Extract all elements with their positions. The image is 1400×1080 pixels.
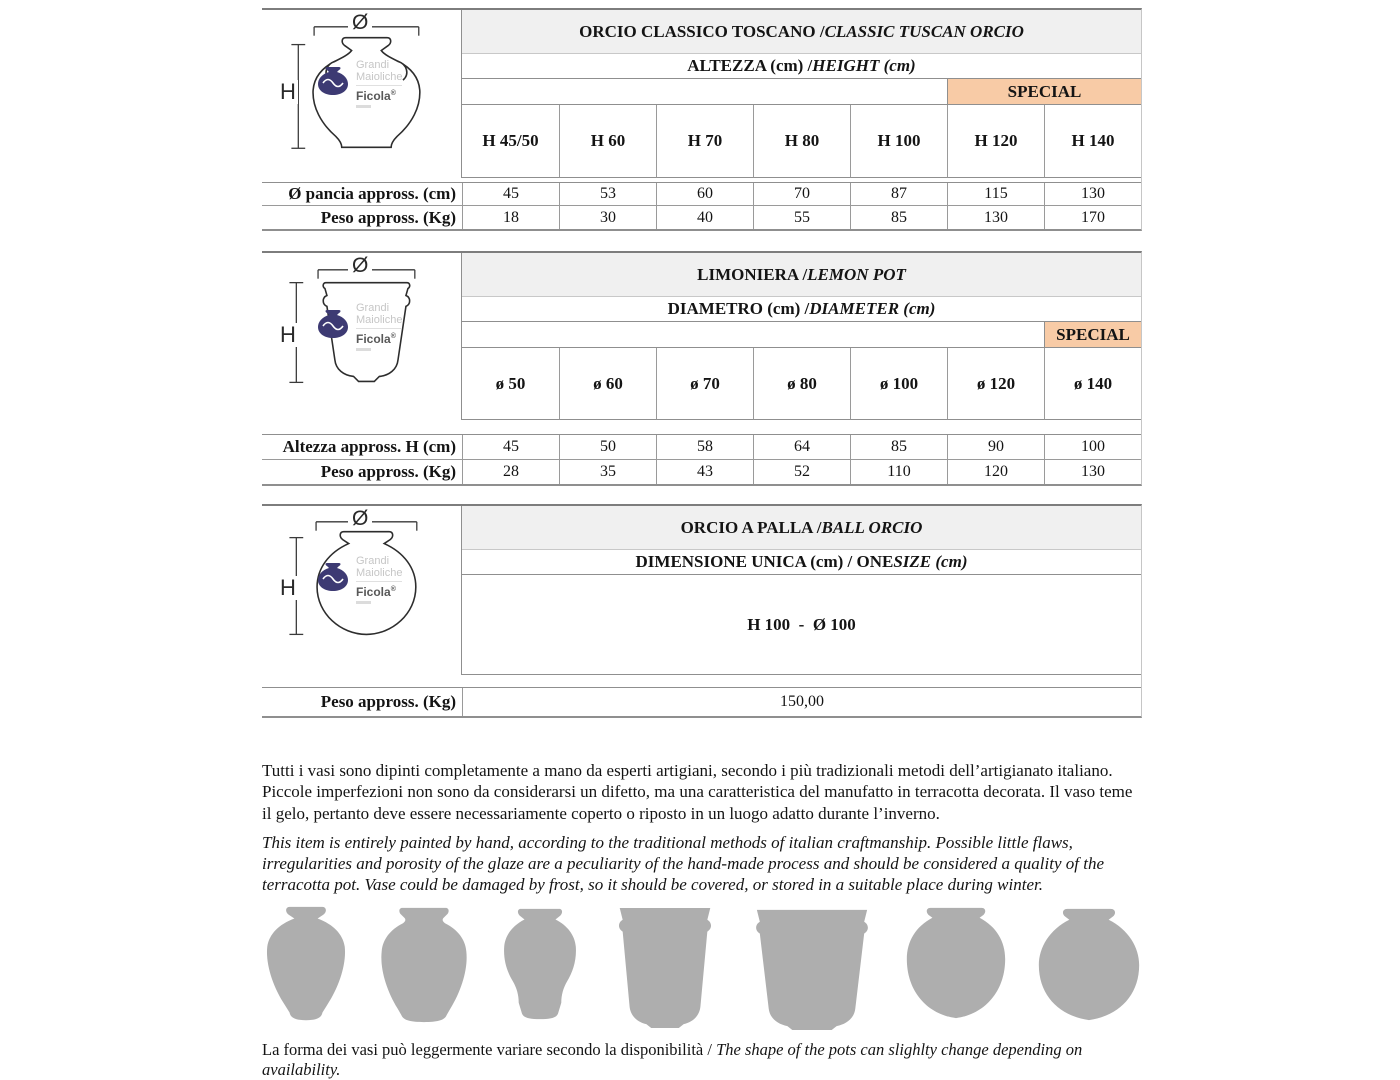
table-title: ORCIO A PALLA / BALL ORCIO	[462, 506, 1141, 550]
gmf-logo	[316, 60, 402, 108]
care-note-italian: Tutti i vasi sono dipinti completamente a mano da esperti artigiani, secondo i più tradizionali metodi dell’artigianato italiano. Piccole imperfezioni non sono da considerarsi un difetto, ma una caratteristica del manufatto in terracotta decorata. Il vaso teme il gelo, pertanto deve essere necessariamente coperto o riposto in un luogo adatto durante l’inverno.	[262, 761, 1133, 823]
value-cell: 45	[462, 435, 559, 460]
value-cell: 43	[656, 460, 753, 484]
row-label: Peso appross. (Kg)	[320, 207, 456, 227]
logo-tagline-bar	[356, 601, 371, 604]
logo-line2: Maioliche	[356, 566, 403, 579]
wide-orcio-silhouette-icon	[378, 904, 470, 1026]
slim-orcio-silhouette-icon	[498, 904, 582, 1024]
logo-line1: Grandi	[356, 555, 390, 567]
logo-tagline-bar	[356, 105, 371, 108]
column-header: ø 100	[850, 348, 947, 420]
orcio-classico-diagram	[262, 10, 462, 178]
table-title: LIMONIERA / LEMON POT	[462, 253, 1141, 297]
value-cell: 90	[947, 435, 1044, 460]
special-header: SPECIAL	[947, 79, 1141, 105]
value-cell: 85	[850, 206, 947, 229]
column-header: H 120	[947, 105, 1044, 178]
value-cell: 18	[462, 206, 559, 229]
logo-tagline-bar	[356, 348, 371, 351]
value-cell: 60	[656, 183, 753, 206]
row-label: Ø pancia appross. (cm)	[262, 183, 462, 206]
large-conical-pot-silhouette-icon	[748, 904, 876, 1032]
logo-line1: Grandi	[356, 59, 390, 71]
conical-lemon-pot-silhouette-icon	[610, 904, 720, 1030]
availability-note-english: The shape of the pots can slighlty change depending on availability.	[262, 1039, 1083, 1079]
orcio-classico-table	[262, 8, 1142, 231]
row-label: Altezza appross. H (cm)	[262, 435, 462, 460]
value-cell: 53	[559, 183, 656, 206]
height-symbol: H	[280, 79, 296, 104]
value-cell: 70	[753, 183, 850, 206]
special-header: SPECIAL	[1044, 322, 1141, 348]
table-title: ORCIO CLASSICO TOSCANO / CLASSIC TUSCAN ORCIO	[462, 10, 1141, 54]
value-cell: 170	[1044, 206, 1141, 229]
column-header: ø 60	[559, 348, 656, 420]
height-symbol: H	[280, 575, 296, 600]
table-subtitle: DIAMETRO (cm) / DIAMETER (cm)	[462, 297, 1141, 322]
limoniera-diagram	[262, 253, 462, 420]
availability-note	[262, 1040, 1142, 1080]
value-cell: 40	[656, 206, 753, 229]
value-cell: 28	[462, 460, 559, 484]
value-cell: 50	[559, 435, 656, 460]
round-jar-silhouette-icon	[904, 904, 1008, 1022]
logo-line3: Ficola®	[356, 581, 402, 599]
value-cell: 52	[753, 460, 850, 484]
table-subtitle: DIMENSIONE UNICA (cm) / ONE SIZE (cm)	[462, 550, 1141, 575]
logo-line3: Ficola®	[356, 85, 402, 103]
table-subtitle: ALTEZZA (cm) / HEIGHT (cm)	[462, 54, 1141, 79]
gmf-logo	[316, 303, 402, 351]
logo-line3: Ficola®	[356, 328, 402, 346]
orcio-palla-table	[262, 504, 1142, 718]
classic-orcio-silhouette-icon	[262, 904, 350, 1026]
height-symbol: H	[280, 322, 296, 347]
limoniera-table	[262, 251, 1142, 486]
logo-line1: Grandi	[356, 302, 390, 314]
logo-line2: Maioliche	[356, 313, 403, 326]
value-cell: 30	[559, 206, 656, 229]
column-header: H 70	[656, 105, 753, 178]
logo-pot-icon	[316, 562, 350, 592]
gmf-logo	[316, 556, 402, 604]
column-header: H 80	[753, 105, 850, 178]
column-header: H 60	[559, 105, 656, 178]
row-label: Peso appross. (Kg)	[320, 692, 456, 711]
value-cell: 100	[1044, 435, 1141, 460]
logo-pot-icon	[316, 309, 350, 339]
value-cell: 58	[656, 435, 753, 460]
logo-wordmark	[356, 60, 402, 108]
value-cell: 115	[947, 183, 1044, 206]
spec-sheet-document	[262, 8, 1142, 1080]
value-cell: 87	[850, 183, 947, 206]
diameter-symbol: Ø	[348, 508, 372, 529]
pot-shapes-row	[262, 904, 1142, 1032]
row-label: Peso appross. (Kg)	[320, 462, 456, 481]
care-note-english: This item is entirely painted by hand, according to the traditional methods of italian craftmanship. Possible little flaws, irregularities and porosity of the glaze are a peculiarity of the hand-made process and should be considered a quality of the terracotta pot. Vase could be damaged by frost, so it should be covered, or stored in a suitable place during winter.	[262, 832, 1105, 895]
gap-row	[262, 420, 1141, 435]
logo-wordmark	[356, 303, 402, 351]
column-header: ø 120	[947, 348, 1044, 420]
diameter-symbol: Ø	[348, 12, 372, 33]
one-size-value: H 100 - Ø 100	[462, 575, 1141, 675]
value-cell: 110	[850, 460, 947, 484]
logo-wordmark	[356, 556, 402, 604]
value-cell: 150,00	[462, 688, 1141, 716]
special-spacer	[462, 79, 947, 105]
column-header: ø 80	[753, 348, 850, 420]
special-spacer	[462, 322, 1044, 348]
value-cell: 85	[850, 435, 947, 460]
logo-pot-icon	[316, 66, 350, 96]
column-header: H 100	[850, 105, 947, 178]
column-header: ø 50	[462, 348, 559, 420]
column-header: H 45/50	[462, 105, 559, 178]
logo-line2: Maioliche	[356, 70, 403, 83]
value-cell: 130	[1044, 183, 1141, 206]
value-cell: 120	[947, 460, 1044, 484]
value-cell: 35	[559, 460, 656, 484]
value-cell: 55	[753, 206, 850, 229]
value-cell: 130	[947, 206, 1044, 229]
column-header: ø 140	[1044, 348, 1141, 420]
diameter-symbol: Ø	[348, 255, 372, 276]
gap-row	[262, 675, 1141, 688]
column-header: ø 70	[656, 348, 753, 420]
column-header: H 140	[1044, 105, 1141, 178]
availability-note-italian: La forma dei vasi può leggermente variare secondo la disponibilità /	[262, 1039, 717, 1059]
value-cell: 64	[753, 435, 850, 460]
value-cell: 45	[462, 183, 559, 206]
ball-orcio-silhouette-icon	[1036, 904, 1142, 1024]
orcio-palla-diagram	[262, 506, 462, 675]
value-cell: 130	[1044, 460, 1141, 484]
